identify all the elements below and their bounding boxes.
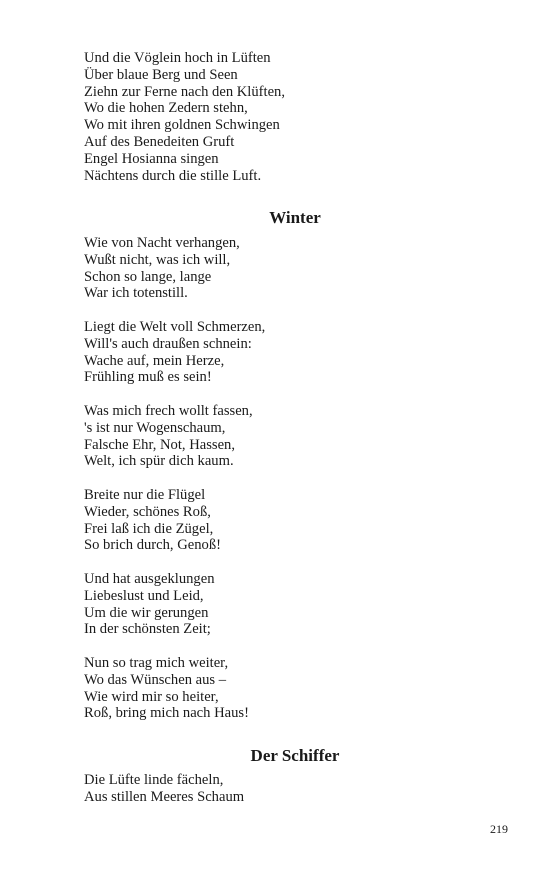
verse-line: Wieder, schönes Roß, [84,503,211,520]
verse-line: Liegt die Welt voll Schmerzen, [84,319,266,335]
verse-line: Liebeslust und Leid, [84,587,204,604]
verse-line: Und die Vöglein hoch in Lüften [84,50,271,66]
verse-line: Frühling muß es sein! [84,369,212,386]
winter-stanza-5 [84,571,504,638]
verse-line: Wo das Wünschen aus – [84,671,227,688]
verse-line: Ziehn zur Ferne nach den Klüften, [84,83,285,100]
verse-line: Falsche Ehr, Not, Hassen, [84,436,235,453]
verse-line: Wie von Nacht verhangen, [84,235,240,251]
verse-line: War ich totenstill. [84,285,188,302]
verse-line: Engel Hosianna singen [84,150,219,167]
verse-line: Will's auch draußen schnein: [84,335,252,352]
verse-line: In der schönsten Zeit; [84,621,211,638]
verse-line: Roß, bring mich nach Haus! [84,705,249,722]
verse-line: Aus stillen Meeres Schaum [84,788,245,805]
winter-stanza-2 [84,319,504,386]
page-number: 219 [490,822,508,836]
schiffer-stanza-1 [84,772,504,806]
poem-title-winter: Winter [269,208,321,227]
verse-line: Was mich frech wollt fassen, [84,403,253,419]
winter-stanza-1 [84,235,504,302]
verse-line: Frei laß ich die Zügel, [84,520,214,537]
verse-line: Wache auf, mein Herze, [84,352,225,369]
winter-stanza-4 [84,487,504,554]
verse-line: Breite nur die Flügel [84,487,206,503]
verse-line: Wußt nicht, was ich will, [84,251,231,268]
continued-stanza [84,50,504,184]
verse-line: Um die wir gerungen [84,604,209,621]
verse-line: 's ist nur Wogenschaum, [84,419,226,436]
verse-line: Die Lüfte linde fächeln, [84,772,224,788]
verse-line: Schon so lange, lange [84,268,212,285]
verse-line: Über blaue Berg und Seen [84,66,238,83]
verse-line: Wo mit ihren goldnen Schwingen [84,117,280,134]
verse-line: Wie wird mir so heiter, [84,688,219,705]
verse-line: Nächtens durch die stille Luft. [84,167,262,184]
winter-stanza-6 [84,655,504,722]
verse-line: Welt, ich spür dich kaum. [84,453,234,470]
poem-title-der-schiffer: Der Schiffer [250,746,340,765]
verse-line: Auf des Benedeiten Gruft [84,133,235,150]
verse-line: So brich durch, Genoß! [84,537,221,554]
verse-line: Und hat ausgeklungen [84,571,215,587]
winter-stanza-3 [84,403,504,470]
verse-line: Nun so trag mich weiter, [84,655,229,671]
verse-line: Wo die hohen Zedern stehn, [84,100,248,117]
